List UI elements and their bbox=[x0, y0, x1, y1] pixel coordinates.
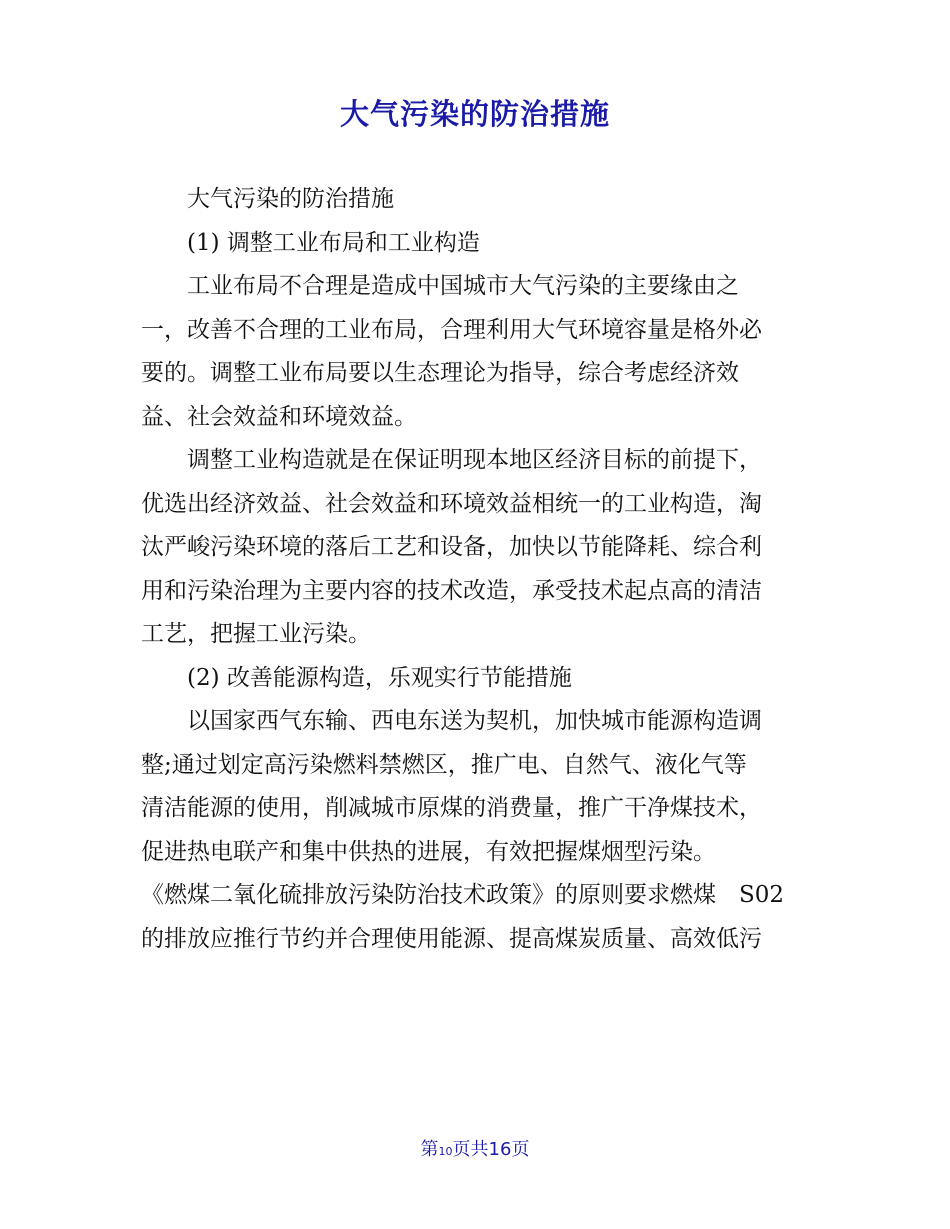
text-line: 以国家西气东输、西电东送为契机，加快城市能源构造调 bbox=[187, 708, 762, 734]
section-heading: 大气污染的防治措施 bbox=[187, 186, 394, 212]
text-line: 的排放应推行节约并合理使用能源、提高煤炭质量、高效低污 bbox=[141, 925, 762, 952]
subsection-heading-1: (1) 调整工业布局和工业构造 bbox=[187, 229, 480, 256]
footer-prefix: 第 bbox=[420, 1139, 439, 1160]
text-line: 清洁能源的使用，削减城市原煤的消费量，推广干净煤技术， bbox=[141, 795, 762, 821]
footer-suffix: 页共16页 bbox=[452, 1139, 530, 1160]
text-line: 用和污染治理为主要内容的技术改造，承受技术起点高的清洁 bbox=[141, 577, 762, 604]
subsection-heading-2: (2) 改善能源构造，乐观实行节能措施 bbox=[187, 664, 572, 691]
page-footer bbox=[0, 1135, 950, 1161]
text-line: 《燃煤二氧化硫排放污染防治技术政策》的原则要求燃煤 S02 bbox=[141, 882, 785, 908]
footer-current-page: 10 bbox=[438, 1145, 453, 1158]
text-line: 要的。调整工业布局要以生态理论为指导，综合考虑经济效 bbox=[141, 360, 739, 386]
text-line: 益、社会效益和环境效益。 bbox=[141, 403, 417, 430]
text-line: 调整工业构造就是在保证明现本地区经济目标的前提下， bbox=[187, 447, 762, 473]
text-line: 一，改善不合理的工业布局，合理利用大气环境容量是格外必 bbox=[141, 316, 762, 343]
text-line: 工艺，把握工业污染。 bbox=[141, 621, 371, 647]
text-line: 促进热电联产和集中供热的进展，有效把握煤烟型污染。 bbox=[141, 838, 716, 865]
page-title: 大气污染的防治措施 bbox=[339, 97, 610, 131]
text-line: 整;通过划定高污染燃料禁燃区，推广电、自然气、液化气等 bbox=[141, 751, 747, 778]
document-body bbox=[141, 178, 811, 961]
text-line: 汰严峻污染环境的落后工艺和设备，加快以节能降耗、综合利 bbox=[141, 534, 762, 560]
text-line: 优选出经济效益、社会效益和环境效益相统一的工业构造，淘 bbox=[141, 490, 762, 517]
text-line: 工业布局不合理是造成中国城市大气污染的主要缘由之 bbox=[187, 273, 739, 299]
